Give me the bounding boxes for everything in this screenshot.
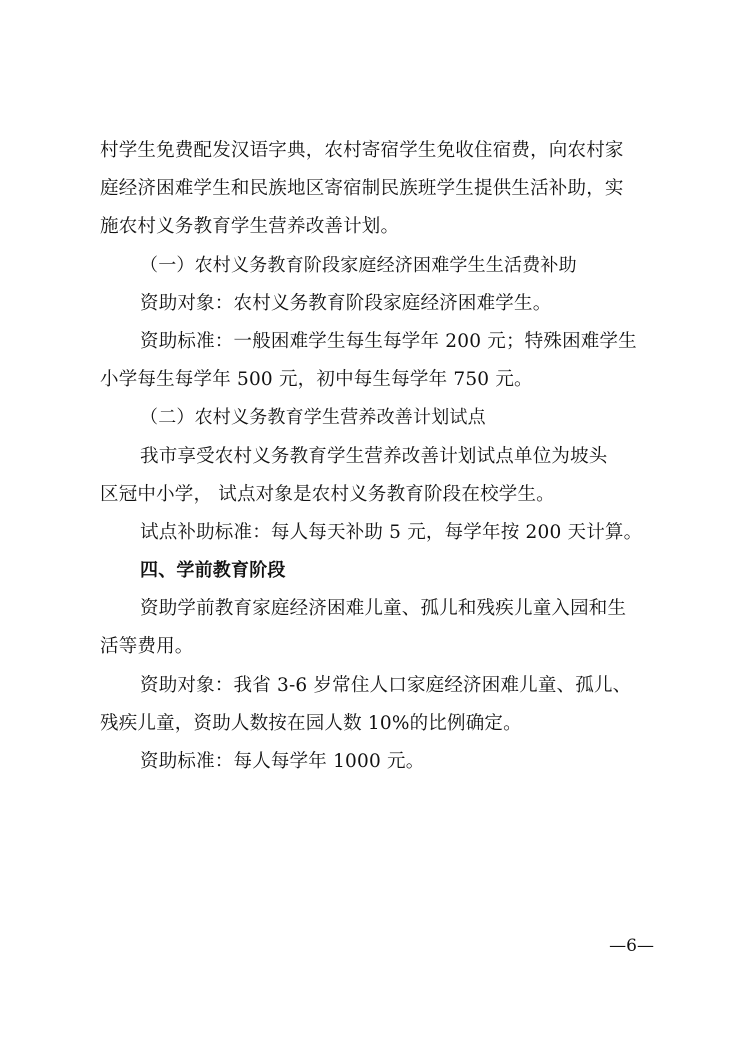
body-line-11: 试点补助标准：每人每天补助 5 元，每学年按 200 天计算。 (140, 521, 643, 543)
body-line-13: 资助学前教育家庭经济困难儿童、孤儿和残疾儿童入园和生 (140, 598, 627, 620)
body-line-7: 小学每生每学年 500 元，初中每生每学年 750 元。 (100, 369, 533, 391)
document-body (100, 132, 652, 781)
body-line-3: 施农村义务教育学生营养改善计划。 (100, 216, 400, 238)
body-line-5: 资助对象：农村义务教育阶段家庭经济困难学生。 (140, 292, 552, 314)
page-number: —6— (609, 936, 654, 956)
body-line-14: 活等费用。 (100, 636, 194, 658)
body-line-6: 资助标准：一般困难学生每生每学年 200 元；特殊困难学生 (140, 330, 637, 352)
body-line-9: 我市享受农村义务教育学生营养改善计划试点单位为坡头 (140, 445, 608, 467)
body-line-15: 资助对象：我省 3-6 岁常住人口家庭经济困难儿童、孤儿、 (140, 674, 632, 696)
section-heading-4: 四、学前教育阶段 (140, 560, 286, 582)
body-line-17: 资助标准：每人每学年 1000 元。 (140, 751, 425, 772)
section-subheading-1: （一）农村义务教育阶段家庭经济困难学生生活费补助 (140, 254, 577, 276)
body-line-2: 庭经济困难学生和民族地区寄宿制民族班学生提供生活补助，实 (100, 178, 624, 200)
body-line-1: 村学生免费配发汉语字典，农村寄宿学生免收住宿费，向农村家 (100, 140, 624, 161)
body-line-16: 残疾儿童，资助人数按在园人数 10%的比例确定。 (100, 712, 522, 734)
section-subheading-2: （二）农村义务教育学生营养改善计划试点 (140, 407, 486, 429)
body-line-10: 区冠中小学， 试点对象是农村义务教育阶段在校学生。 (100, 483, 555, 505)
